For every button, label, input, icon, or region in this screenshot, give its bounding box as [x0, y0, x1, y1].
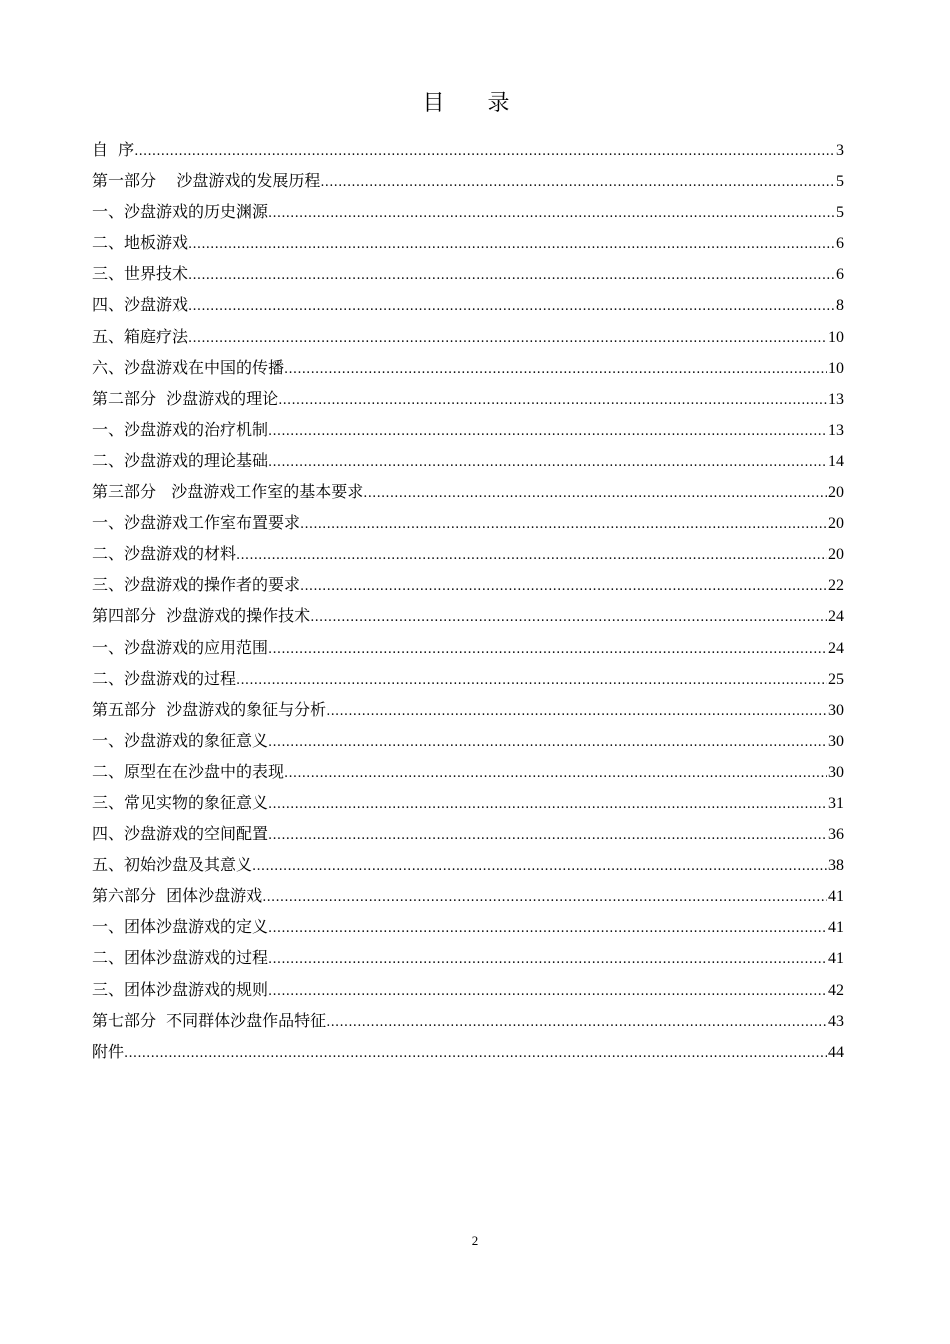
toc-entry-label: 第五部分 沙盘游戏的象征与分析 — [92, 699, 327, 719]
toc-entry-label: 二、地板游戏 — [92, 233, 189, 253]
toc-entry[interactable] — [92, 134, 844, 165]
toc-entry-page: 24 — [828, 639, 844, 657]
toc-dot-leader — [326, 1007, 827, 1038]
toc-entry-page: 41 — [828, 950, 844, 968]
toc-title: 目 录 — [422, 91, 528, 116]
toc-entry-page: 43 — [828, 1012, 844, 1030]
toc-entry-page: 30 — [828, 701, 844, 719]
toc-entry[interactable] — [92, 227, 844, 258]
toc-entry-page: 20 — [828, 515, 844, 533]
toc-entry[interactable] — [92, 694, 844, 725]
toc-entry-label: 第三部分 沙盘游戏工作室的基本要求 — [92, 482, 364, 502]
toc-entry-page: 30 — [828, 763, 844, 781]
toc-dot-leader — [268, 789, 827, 820]
toc-entry-page: 44 — [828, 1043, 844, 1061]
toc-entry-page: 24 — [828, 608, 844, 626]
toc-entry[interactable] — [92, 880, 844, 911]
toc-entry[interactable] — [92, 600, 844, 631]
toc-entry-page: 14 — [828, 452, 844, 470]
toc-entry-label: 三、世界技术 — [92, 264, 189, 284]
toc-dot-leader — [363, 478, 827, 509]
toc-dot-leader — [268, 727, 827, 758]
toc-entry[interactable] — [92, 445, 844, 476]
toc-entry-label: 一、团体沙盘游戏的定义 — [92, 917, 269, 937]
table-of-contents — [92, 134, 844, 1067]
toc-dot-leader — [236, 540, 827, 571]
toc-entry[interactable] — [92, 507, 844, 538]
toc-entry-label: 第四部分 沙盘游戏的操作技术 — [92, 606, 311, 626]
toc-dot-leader — [268, 198, 835, 229]
toc-entry-label: 二、原型在在沙盘中的表现 — [92, 761, 285, 781]
toc-entry-page: 5 — [836, 173, 844, 191]
toc-entry[interactable] — [92, 1036, 844, 1067]
toc-entry-label: 二、沙盘游戏的材料 — [92, 544, 237, 564]
toc-entry-page: 13 — [828, 390, 844, 408]
toc-dot-leader — [268, 913, 827, 944]
toc-entry-label: 二、沙盘游戏的过程 — [92, 668, 237, 688]
toc-dot-leader — [268, 416, 827, 447]
toc-dot-leader — [134, 136, 835, 167]
toc-entry-page: 8 — [836, 297, 844, 315]
page-number: 2 — [471, 1233, 479, 1248]
toc-entry-label: 一、沙盘游戏的应用范围 — [92, 637, 269, 657]
toc-entry[interactable] — [92, 942, 844, 973]
toc-entry-page: 10 — [828, 359, 844, 377]
toc-entry[interactable] — [92, 289, 844, 320]
toc-entry[interactable] — [92, 165, 844, 196]
toc-entry-page: 6 — [836, 235, 844, 253]
toc-dot-leader — [188, 229, 835, 260]
toc-entry-page: 42 — [828, 981, 844, 999]
toc-dot-leader — [268, 944, 827, 975]
toc-dot-leader — [124, 1038, 827, 1069]
toc-entry[interactable] — [92, 414, 844, 445]
toc-dot-leader — [326, 696, 827, 727]
toc-entry[interactable] — [92, 569, 844, 600]
toc-entry-label: 四、沙盘游戏的空间配置 — [92, 824, 269, 844]
toc-entry-label: 第六部分 团体沙盘游戏 — [92, 886, 263, 906]
toc-dot-leader — [262, 882, 827, 913]
toc-entry-label: 二、团体沙盘游戏的过程 — [92, 948, 269, 968]
toc-entry[interactable] — [92, 383, 844, 414]
toc-entry-label: 三、常见实物的象征意义 — [92, 792, 269, 812]
toc-entry-label: 第七部分 不同群体沙盘作品特征 — [92, 1010, 327, 1030]
toc-entry[interactable] — [92, 787, 844, 818]
toc-entry[interactable] — [92, 196, 844, 227]
toc-dot-leader — [268, 447, 827, 478]
toc-entry[interactable] — [92, 911, 844, 942]
toc-entry[interactable] — [92, 725, 844, 756]
toc-entry-label: 四、沙盘游戏 — [92, 295, 189, 315]
toc-entry-page: 5 — [836, 204, 844, 222]
toc-entry[interactable] — [92, 849, 844, 880]
toc-dot-leader — [236, 665, 827, 696]
toc-entry-page: 20 — [828, 546, 844, 564]
toc-entry-label: 自 序 — [92, 140, 135, 159]
toc-entry-page: 10 — [828, 328, 844, 346]
toc-dot-leader — [188, 291, 835, 322]
toc-dot-leader — [320, 167, 835, 198]
toc-entry-label: 三、沙盘游戏的操作者的要求 — [92, 575, 301, 595]
toc-dot-leader — [300, 509, 827, 540]
toc-entry-page: 25 — [828, 670, 844, 688]
toc-dot-leader — [188, 260, 835, 291]
toc-entry-label: 第一部分 沙盘游戏的发展历程 — [92, 171, 321, 191]
toc-entry-label: 一、沙盘游戏的历史渊源 — [92, 202, 269, 222]
toc-entry-label: 五、箱庭疗法 — [92, 326, 189, 346]
toc-entry-page: 30 — [828, 732, 844, 750]
toc-dot-leader — [188, 323, 827, 354]
toc-entry-page: 6 — [836, 266, 844, 284]
toc-entry-label: 六、沙盘游戏在中国的传播 — [92, 357, 285, 377]
toc-entry[interactable] — [92, 321, 844, 352]
toc-entry-label: 五、初始沙盘及其意义 — [92, 855, 253, 875]
toc-entry-label: 一、沙盘游戏工作室布置要求 — [92, 513, 301, 533]
toc-entry-page: 38 — [828, 857, 844, 875]
toc-dot-leader — [284, 354, 827, 385]
toc-entry[interactable] — [92, 476, 844, 507]
toc-entry-label: 附件 — [92, 1041, 125, 1061]
toc-entry[interactable] — [92, 258, 844, 289]
toc-entry-page: 20 — [828, 484, 844, 502]
toc-dot-leader — [310, 602, 827, 633]
toc-dot-leader — [268, 634, 827, 665]
toc-entry-label: 二、沙盘游戏的理论基础 — [92, 450, 269, 470]
toc-dot-leader — [268, 976, 827, 1007]
toc-dot-leader — [300, 571, 827, 602]
toc-entry-label: 第二部分 沙盘游戏的理论 — [92, 388, 279, 408]
toc-entry-page: 22 — [828, 577, 844, 595]
toc-dot-leader — [268, 820, 827, 851]
toc-entry-page: 41 — [828, 919, 844, 937]
toc-entry-page: 36 — [828, 826, 844, 844]
toc-entry[interactable] — [92, 974, 844, 1005]
toc-dot-leader — [278, 385, 827, 416]
toc-entry-page: 41 — [828, 888, 844, 906]
toc-entry[interactable] — [92, 818, 844, 849]
toc-entry-label: 一、沙盘游戏的象征意义 — [92, 730, 269, 750]
toc-entry[interactable] — [92, 756, 844, 787]
toc-entry-label: 三、团体沙盘游戏的规则 — [92, 979, 269, 999]
toc-entry[interactable] — [92, 1005, 844, 1036]
toc-entry[interactable] — [92, 538, 844, 569]
toc-entry[interactable] — [92, 632, 844, 663]
toc-entry[interactable] — [92, 663, 844, 694]
toc-entry-page: 31 — [828, 794, 844, 812]
toc-entry-label: 一、沙盘游戏的治疗机制 — [92, 419, 269, 439]
toc-entry[interactable] — [92, 352, 844, 383]
toc-dot-leader — [284, 758, 827, 789]
toc-entry-page: 13 — [828, 421, 844, 439]
toc-dot-leader — [252, 851, 827, 882]
toc-entry-page: 3 — [836, 142, 844, 159]
